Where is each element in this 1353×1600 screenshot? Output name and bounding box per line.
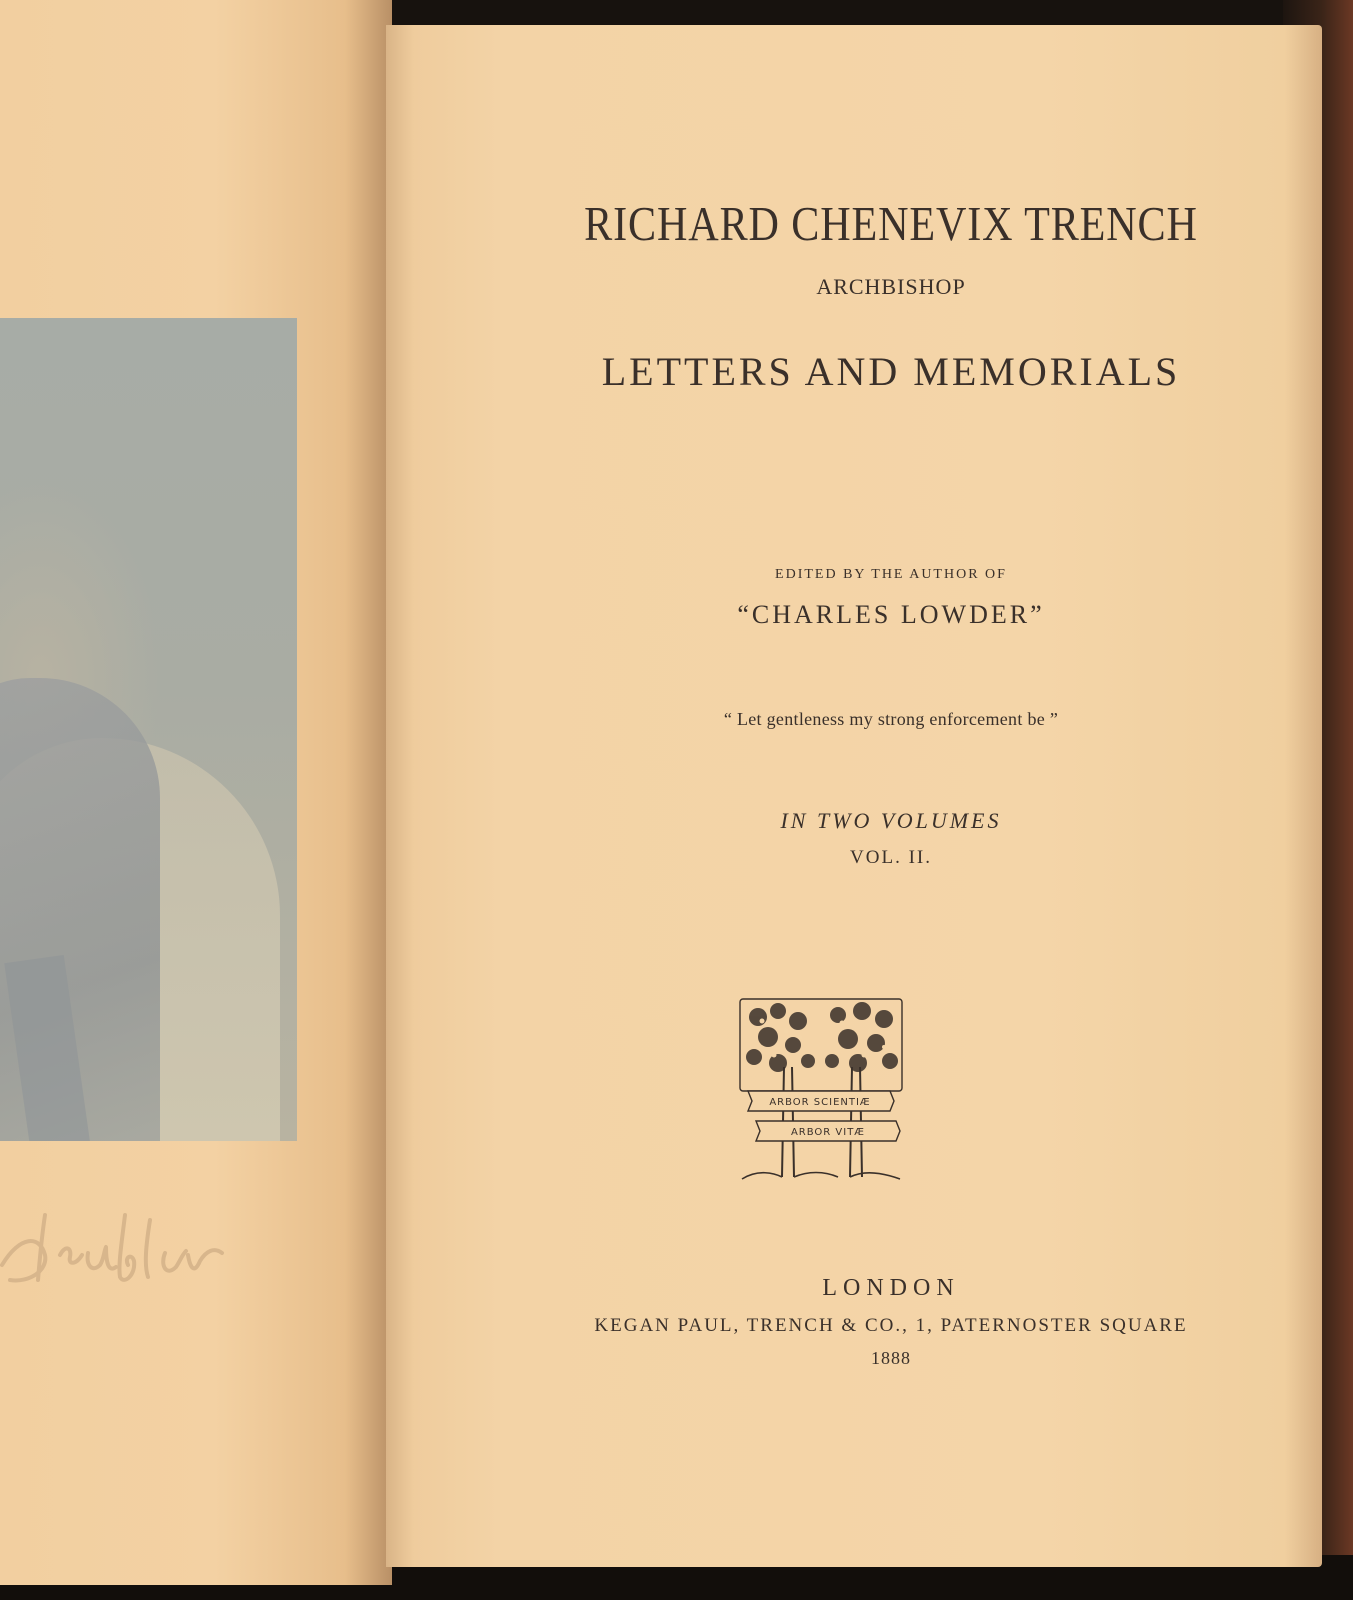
volumes-line: IN TWO VOLUMES [780, 808, 1002, 833]
edited-by-line: EDITED BY THE AUTHOR OF [775, 567, 1007, 582]
signature [0, 1195, 240, 1315]
author-name: RICHARD CHENEVIX TRENCH [584, 196, 1198, 251]
frontispiece-page [0, 0, 392, 1585]
related-work-title: “CHARLES LOWDER” [737, 600, 1045, 629]
motto-quote: “ Let gentleness my strong enforcement be ” [723, 709, 1059, 729]
publisher-name: KEGAN PAUL, TRENCH & CO., 1, PATERNOSTER SQUARE [594, 1315, 1188, 1336]
tree-emblem-icon [738, 997, 904, 1183]
emblem-banner-bottom: ARBOR VITÆ [790, 1127, 866, 1138]
title-page [386, 25, 1322, 1567]
portrait-photo [0, 318, 297, 1141]
volume-number: VOL. II. [850, 847, 932, 868]
author-role: ARCHBISHOP [816, 274, 966, 299]
publication-year: 1888 [871, 1348, 911, 1368]
emblem-banner-top: ARBOR SCIENTIÆ [769, 1097, 871, 1108]
publisher-city: LONDON [822, 1275, 960, 1301]
book-title: LETTERS AND MEMORIALS [601, 349, 1181, 394]
